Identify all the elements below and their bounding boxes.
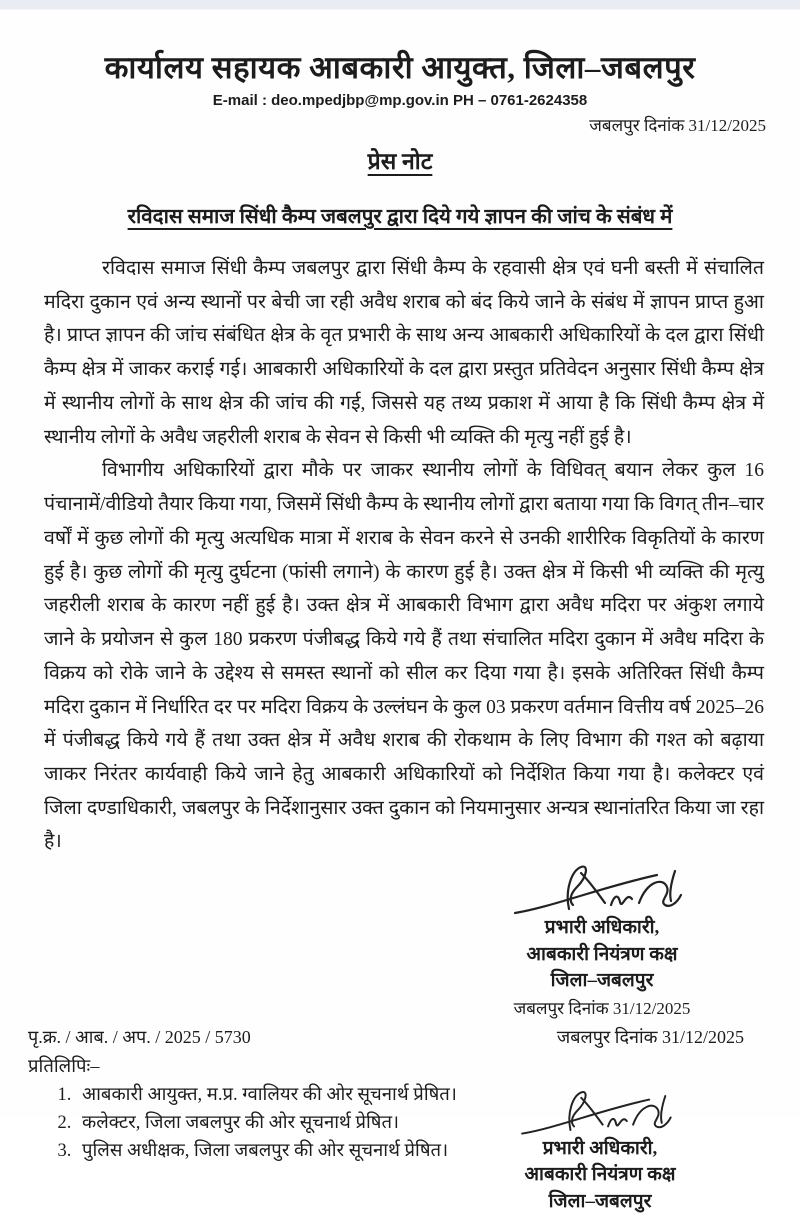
reference-number: पृ.क्र. / आब. / अप. / 2025 / 5730 <box>28 1026 251 1047</box>
copy-recipient-1: 1. आबकारी आयुक्त, म.प्र. ग्वालियर की ओर सूचनार्थ प्रेषित। <box>76 1082 457 1108</box>
body-paragraph-1: रविदास समाज सिंधी कैम्प जबलपुर द्वारा सिंधी कैम्प के रहवासी क्षेत्र एवं घनी बस्ती में संचालित मदिरा दुकान एवं अन्य स्थानों पर बेची जा रही अवैध शराब को बंद किये जाने के संबंध में ज्ञापन प्राप्त हुआ है। प्राप्त ज्ञापन की जांच संबंधित क्षेत्र के वृत प्रभारी के साथ अन्य आबकारी अधिकारियों के दल द्वारा सिंधी कैम्प क्षेत्र में जाकर कराई गई। आबकारी अधिकारियों के दल द्वारा प्रस्तुत प्रतिवेदन अनुसार सिंधी कैम्प क्षेत्र में स्थानीय लोगों के साथ क्षेत्र की जांच की गई, जिससे यह तथ्य प्रकाश में आया है कि सिंधी कैम्प क्षेत्र में स्थानीय लोगों के अवैध जहरीली शराब के सेवन से किसी भी व्यक्ति की मृत्यु नहीं हुई है। <box>44 258 764 448</box>
copies-list <box>50 1082 457 1167</box>
footer-columns <box>50 1080 740 1216</box>
copy-recipient-2: 2. कलेक्टर, जिला जबलपुर की ओर सूचनार्थ प्रेषित। <box>76 1110 457 1136</box>
signatory-role: प्रभारी अधिकारी, <box>542 1137 658 1159</box>
press-note-heading: प्रेस नोट <box>367 149 433 174</box>
copy-recipient-3: 3. पुलिस अधीक्षक, जिला जबलपुर की ओर सूचनार्थ प्रेषित। <box>76 1138 457 1164</box>
signatory-district: जिला–जबलपुर <box>548 1190 652 1212</box>
footer-date: जबलपुर दिनांक 31/12/2025 <box>556 1026 744 1047</box>
body-paragraph-2: विभागीय अधिकारियों द्वारा मौके पर जाकर स्थानीय लोगों के विधिवत् बयान लेकर कुल 16 पंचानामें/वीडियो तैयार किया गया, जिसमें सिंधी कैम्प के स्थानीय लोगों द्वारा बताया गया कि विगत् तीन–चार वर्षों में कुछ लोगों की मृत्यु अत्यधिक मात्रा में शराब के सेवन करने से उनकी शारीरिक विकृतियों के कारण हुई है। कुछ लोगों की मृत्यु दुर्घटना (फांसी लगाने) के कारण हुई है। उक्त क्षेत्र में किसी भी व्यक्ति की मृत्यु जहरीली शराब के कारण नहीं हुई है। उक्त क्षेत्र में आबकारी विभाग द्वारा अवैध मदिरा पर अंकुश लगाये जाने के प्रयोजन से कुल 180 प्रकरण पंजीबद्ध किये गये हैं तथा संचालित मदिरा दुकान में अवैध मदिरा के विक्रय को रोके जाने के उद्देश्य से समस्त स्थानों को सील कर दिया गया है। इसके अतिरिक्त सिंधी कैम्प मदिरा दुकान में निर्धारित दर पर मदिरा विक्रय के उल्लंघन के कुल 03 प्रकरण वर्तमान वित्तीय वर्ष 2025–26 में पंजीबद्ध किये गये हैं तथा उक्त क्षेत्र में अवैध शराब की रोकथाम के लिए विभाग की गश्त को बढ़ाया जाकर निरंतर कार्यवाही किये जाने हेतु आबकारी अधिकारियों को निर्देशित किया गया है। कलेक्टर एवं जिला दण्डाधिकारी, जबलपुर के निर्देशानुसार उक्त दुकान को नियमानुसार अन्यत्र स्थानांतरित किया जा रहा है। <box>44 460 764 853</box>
reference-row <box>28 1025 744 1049</box>
signatory-office: आबकारी नियंत्रण कक्ष <box>524 1164 676 1186</box>
subject-line: रविदास समाज सिंधी कैम्प जबलपुर द्वारा दिये गये ज्ञापन की जांच के संबंध में <box>127 206 673 228</box>
signatory-district: जिला–जबलपुर <box>550 970 654 992</box>
office-contact-line: E-mail : deo.mpedjbp@mp.gov.in PH – 0761-2624358 <box>212 92 588 109</box>
signature-block-bottom <box>460 1086 740 1216</box>
document-body <box>44 252 764 859</box>
signatory-role: प्रभारी अधिकारी, <box>544 917 660 939</box>
copies-label: प्रतिलिपिः– <box>28 1056 100 1077</box>
signature-block-top <box>462 861 742 1021</box>
signature-icon <box>507 861 697 919</box>
header-date: जबलपुर दिनांक 31/12/2025 <box>589 116 766 135</box>
signature-date: जबलपुर दिनांक 31/12/2025 <box>513 999 691 1018</box>
office-title: कार्यालय सहायक आबकारी आयुक्त, जिला–जबलपुर <box>104 50 696 85</box>
signature-icon <box>515 1086 685 1140</box>
scan-edge-band <box>0 0 800 10</box>
signatory-office: आबकारी नियंत्रण कक्ष <box>526 943 678 965</box>
